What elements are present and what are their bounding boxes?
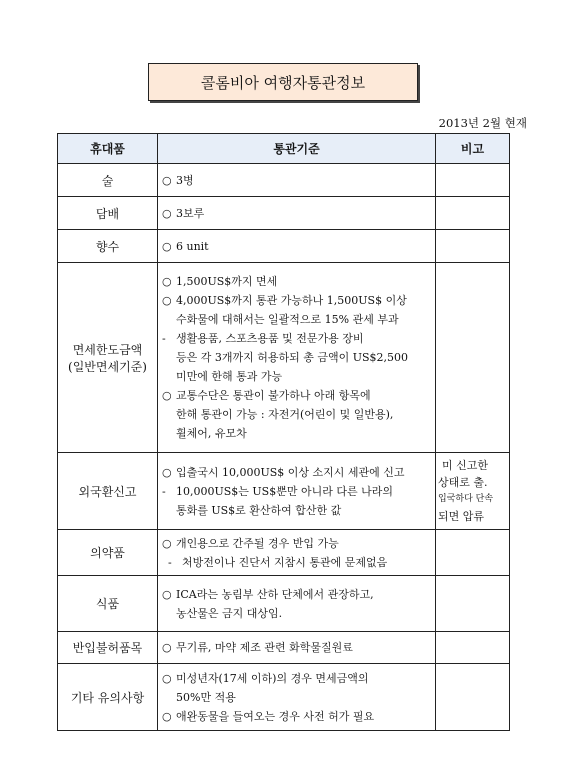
table-row: [58, 530, 510, 576]
remarks-cell: [436, 453, 510, 530]
note-line: 미 신고한: [442, 459, 489, 472]
remarks-cell: [436, 263, 510, 453]
category-line: 면세한도금액: [72, 342, 143, 357]
remarks-cell: [436, 164, 510, 197]
page-title: 콜롬비아 여행자통관정보: [148, 63, 418, 101]
bullet-marker: ○: [162, 709, 172, 723]
line-text: 교통수단은 통관이 불가하나 아래 항목에: [176, 389, 371, 402]
header-row: [58, 134, 510, 164]
category-cell: 향수: [58, 230, 158, 263]
category-cell: 식품: [58, 576, 158, 632]
line-text: 6 unit: [176, 239, 209, 253]
bullet-marker: ○: [162, 587, 172, 601]
table-row: [58, 230, 510, 263]
line-text: 미만에 한해 통과 가능: [176, 370, 283, 383]
standard-cell: [158, 263, 436, 453]
standard-cell: [158, 197, 436, 230]
line-text: 3보루: [176, 206, 205, 220]
line-text: 한해 통관이 가능 : 자전거(어린이 및 일반용),: [176, 408, 394, 421]
line-text: 수화물에 대해서는 일괄적으로 15% 관세 부과: [176, 313, 399, 326]
remarks-cell: [436, 197, 510, 230]
line-text: 무기류, 마약 제조 관련 화학물질원료: [176, 641, 353, 654]
line-text: 통화를 US$로 환산하여 합산한 값: [176, 503, 342, 517]
table-row: [58, 164, 510, 197]
line-text: 농산물은 금지 대상임.: [176, 606, 283, 620]
remarks-cell: [436, 576, 510, 632]
line-text: 생활용품, 스포츠용품 및 전문가용 장비: [176, 332, 364, 345]
category-cell: 의약품: [58, 530, 158, 576]
line-text: 휠체어, 유모차: [176, 427, 247, 440]
dash-marker: -: [168, 555, 172, 569]
table-row: [58, 632, 510, 664]
bullet-marker: ○: [162, 173, 172, 187]
remarks-cell: [436, 632, 510, 664]
category-cell: 술: [58, 164, 158, 197]
header-standard: 통관기준: [158, 134, 436, 164]
table-row: [58, 197, 510, 230]
line-text: 1,500US$까지 면세: [176, 275, 278, 288]
date-label: 2013년 2월 현재: [438, 116, 527, 130]
line-text: 10,000US$는 US$뿐만 아니라 다른 나라의: [176, 484, 393, 498]
line-text: 3병: [176, 173, 194, 187]
category-line: (일반면세기준): [68, 359, 147, 374]
standard-cell: [158, 664, 436, 731]
dash-marker: -: [162, 484, 166, 498]
header-remarks: 비고: [436, 134, 510, 164]
bullet-marker: ○: [162, 294, 172, 307]
category-cell: 외국환신고: [58, 453, 158, 530]
line-text: 등은 각 3개까지 허용하되 총 금액이 US$2,500: [176, 351, 409, 364]
table-row: [58, 664, 510, 731]
bullet-marker: ○: [162, 206, 172, 220]
line-text: 개인용으로 간주될 경우 반입 가능: [176, 536, 339, 550]
note-line: 입국하다 단속: [438, 494, 494, 504]
note-line: 상태로 출.: [438, 476, 488, 489]
line-text: ICA라는 농림부 산하 단체에서 관장하고,: [176, 587, 374, 601]
line-text: 미성년자(17세 이하)의 경우 면세금액의: [176, 671, 369, 685]
remarks-cell: [436, 664, 510, 731]
table-row: [58, 576, 510, 632]
bullet-marker: ○: [162, 275, 172, 288]
bullet-marker: ○: [162, 239, 172, 253]
customs-table: [57, 133, 510, 731]
bullet-marker: ○: [162, 389, 172, 402]
category-cell: 반입불허품목: [58, 632, 158, 664]
line-text: 처방전이나 진단서 지참시 통관에 문제없음: [182, 555, 388, 569]
standard-cell: [158, 453, 436, 530]
note-line: 되면 압류: [438, 510, 485, 523]
category-cell: 기타 유의사항: [58, 664, 158, 731]
standard-cell: [158, 230, 436, 263]
standard-cell: [158, 530, 436, 576]
bullet-marker: ○: [162, 671, 172, 685]
table-row: [58, 263, 510, 453]
standard-cell: [158, 164, 436, 197]
line-text: 50%만 적용: [176, 690, 236, 704]
header-item: 휴대품: [58, 134, 158, 164]
line-text: 애완동물을 들여오는 경우 사전 허가 필요: [176, 709, 375, 723]
line-text: 4,000US$까지 통관 가능하나 1,500US$ 이상: [176, 294, 407, 307]
standard-cell: [158, 576, 436, 632]
category-cell: 담배: [58, 197, 158, 230]
bullet-marker: ○: [162, 536, 172, 550]
bullet-marker: ○: [162, 641, 172, 654]
table-row: [58, 453, 510, 530]
remarks-cell: [436, 530, 510, 576]
remarks-cell: [436, 230, 510, 263]
line-text: 입출국시 10,000US$ 이상 소지시 세관에 신고: [176, 465, 405, 479]
category-cell: [58, 263, 158, 453]
dash-marker: -: [162, 332, 166, 345]
bullet-marker: ○: [162, 465, 172, 479]
standard-cell: [158, 632, 436, 664]
